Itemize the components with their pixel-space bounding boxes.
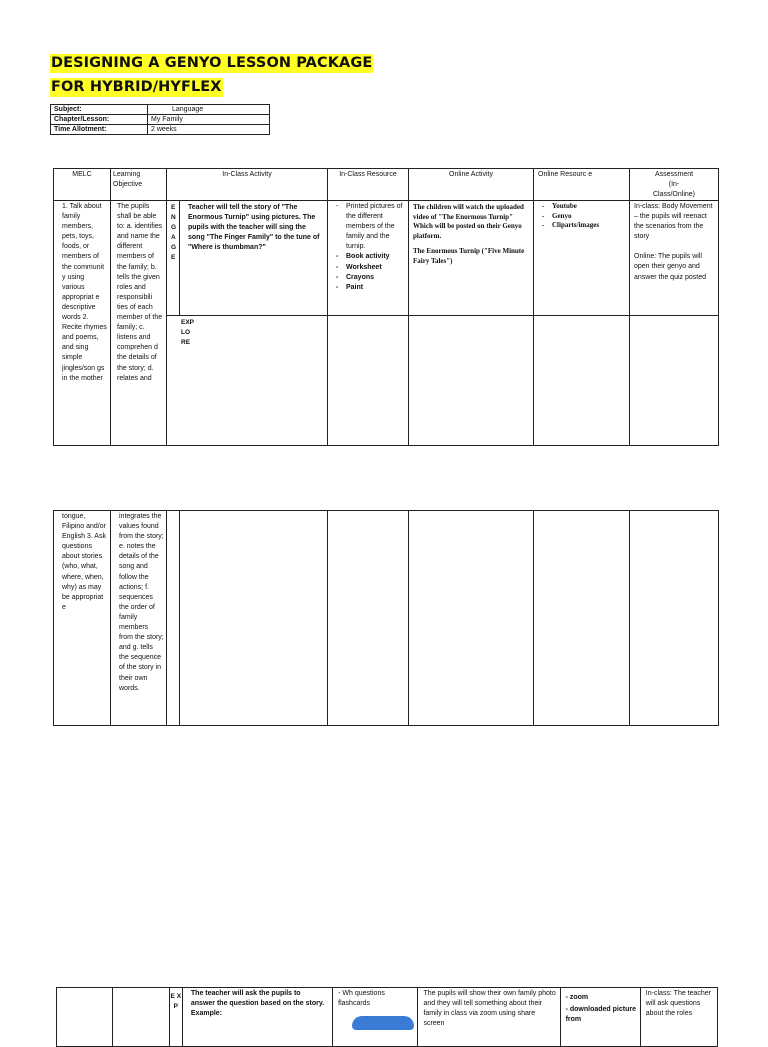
subject-label: Subject:	[51, 105, 148, 115]
empty-cell	[328, 511, 409, 726]
assessment-cell	[630, 201, 719, 316]
online-activity-text: The children will watch the uploaded video of "The Enormous Turnip" Which will be posted on their Genyo platform.	[413, 203, 524, 240]
resource-item: - Paint	[332, 283, 406, 293]
explore-assessment: In-class: The teacher will ask questions about the roles	[640, 988, 717, 1047]
online-resource-item: - Genyo	[538, 212, 627, 222]
empty-cell	[534, 511, 630, 726]
empty-cell	[409, 511, 534, 726]
lesson-plan-table	[53, 168, 719, 446]
header-in-class-activity: In-Class Activity	[167, 169, 328, 201]
chapter-label: Chapter/Lesson:	[51, 115, 148, 125]
time-allotment-value: 2 weeks	[148, 125, 270, 135]
header-online-activity: Online Activity	[409, 169, 534, 201]
empty-cell	[630, 511, 719, 726]
header-in-class-resource: In-Class Resource	[328, 169, 409, 201]
in-class-resource-list	[328, 201, 409, 316]
time-allotment-label: Time Allotment:	[51, 125, 148, 135]
explore-cell	[167, 316, 328, 446]
empty-cell	[630, 316, 719, 446]
empty-cell	[328, 316, 409, 446]
lesson-plan-table-continued	[53, 510, 719, 726]
resource-item: - Crayons	[332, 273, 406, 283]
online-resource-item: - downloaded picture from	[565, 1006, 636, 1024]
online-resource-item: - Youtube	[538, 202, 627, 212]
document-title-line-1: DESIGNING A GENYO LESSON PACKAGE	[51, 55, 373, 71]
flashcard-cloud-image	[352, 1016, 414, 1030]
subject-value: Language	[148, 105, 270, 115]
learning-objective-cell: The pupils shall be able to: a. identifies and name the different members of the family; b. tells the given roles and responsibili ties of each member of the family; c. listens and comprehen d the details of the story; d. relates and	[111, 201, 167, 446]
header-assessment: Assessment (In-Class/Online)	[630, 169, 719, 201]
online-activity-cell	[409, 201, 534, 316]
explore-online-activity: The pupils will show their own family photo and they will tell something about their family in class via zoom using share screen	[418, 988, 560, 1047]
engage-in-class-activity: Teacher will tell the story of "The Enormous Turnip" using pictures. The pupils with the teacher will sing the song "The Finger Family" to the tune of "Where is thumbman?"	[180, 201, 328, 316]
online-resource-item: - Cliparts/images	[538, 221, 627, 231]
document-title-line-2: FOR HYBRID/HYFLEX	[51, 79, 222, 95]
empty-cell	[112, 988, 169, 1047]
header-online-resource: Online Resourc e	[534, 169, 630, 201]
explore-phase-label: E X P	[169, 988, 182, 1047]
lesson-info-table	[50, 104, 270, 135]
resource-item: - Printed pictures of the different members of the family and the turnip.	[332, 202, 406, 252]
header-melc: MELC	[54, 169, 111, 201]
online-resource-list	[534, 201, 630, 316]
melc-cell: 1. Talk about family members, pets, toys, foods, or members of the communit y using various appropriat e descriptive words 2. Recite rhymes and poems, and sing simple jingles/son gs in the mother	[54, 201, 111, 446]
chapter-value: My Family	[148, 115, 270, 125]
empty-cell	[180, 511, 328, 726]
empty-cell	[409, 316, 534, 446]
assessment-in-class: In-class: Body Movement – the pupils will reenact the scenarios from the story	[634, 203, 713, 241]
online-activity-video-title: The Enormous Turnip ("Five Minute Fairy Tales")	[413, 247, 525, 265]
learning-objective-cell-continued: integrates the values found from the story; e. notes the details of the song and follow the actions; f. sequences the order of family members from the story; and g. tells the sequence of the story in their own words.	[111, 511, 167, 726]
explore-phase-label: EXP LO RE	[181, 319, 194, 346]
empty-cell	[534, 316, 630, 446]
explore-online-resource	[560, 988, 640, 1047]
explore-in-class-resource: - Wh questions flashcards	[333, 988, 418, 1047]
engage-phase-label: E N G A G E	[167, 201, 180, 316]
empty-cell	[167, 511, 180, 726]
melc-cell-continued: tongue, Filipino and/or English 3. Ask questions about stories (who, what, where, when, why) as may be appropriat e	[54, 511, 111, 726]
explore-in-class-activity: The teacher will ask the pupils to answer the question based on the story. Example:	[182, 988, 332, 1047]
header-learning-objective: Learning Objective	[111, 169, 167, 201]
resource-item: - Book activity	[332, 252, 406, 262]
online-resource-item: - zoom	[565, 994, 589, 1001]
resource-item: - Worksheet	[332, 263, 406, 273]
empty-cell	[57, 988, 113, 1047]
assessment-online: Online: The pupils will open their genyo and answer the quiz posted	[634, 253, 706, 281]
